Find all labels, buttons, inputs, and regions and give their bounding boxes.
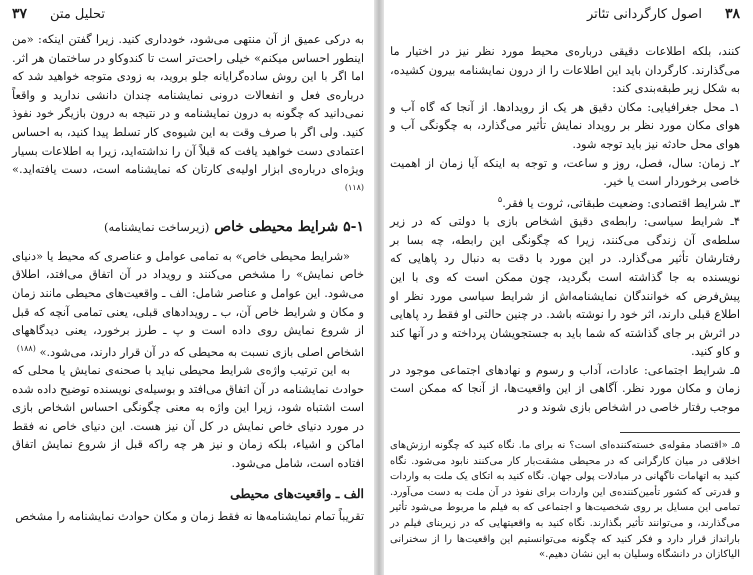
- list-item: ۳ـ شرایط اقتصادی: وضعیت طبقاتی، ثروت یا فقر.$^۵$: [497, 194, 740, 210]
- right-page: [390, 0, 740, 575]
- right-page-body: [390, 42, 740, 417]
- running-head: اصول کارگردانی تئاتر: [586, 7, 702, 22]
- list-item: ۴ـ شرایط سیاسی: رابطه‌ی دقیق اشخاص بازی با دولتی که در زیر سلطه‌ی آن زندگی می‌کنند، زیرا که چگونگی این رابطه، چه بسا بر رفتارشان تأثیر می‌گذارد. در این مورد با دقت به دنبال رد پاهایی که نویسنده به جا گذاشته است بگردید، چون ممکن است که وی با این پیش‌فرض که خوانندگان نمایشنامه‌اش از شرایط سیاسی مورد نظر او اطلاع قبلی دارند، اثر خود را نوشته باشد. در چنین حالتی او فقط رد پاهایی در اثرش بر جای گذاشته که شما باید به جستجویشان پرداخته و در آنها کند و کاو کنید.: [390, 214, 740, 359]
- paragraph: به درکی عمیق از آن منتهی می‌شود، خودداری کنید. زیرا گفتن اینکه: «من اینطور احساس میکنم» خیلی راحت‌تر است تا کندوکاو در ساختمان هر اثر. اما اگر با این روش ساده‌گرایانه جلو بروید، به زودی متوجه خواهید شد که درباره‌ی فعل و انفعالات درونی نمایشنامه چندان دانشی ندارید و واقعاً نمی‌دانید که چگونه به درون نمایشنامه و در نتیجه به درون بازیگر خود نفوذ کنید. ولی اگر با صرف وقت به این شیوه‌ی کار تسلط پیدا کنید، به احساس اعتمادی دست خواهید یافت که قبلاً آن را نداشته‌اید، زیرا به اطلاعات بسیار ویژه‌ای درباره‌ی ابزار اولیه‌ی کارتان که نمایشنامه است، دست یافته‌اید.» $^{(۱۱۸)}$: [12, 32, 364, 192]
- footnote-rule: [620, 432, 740, 433]
- page-number: ۳۷: [12, 6, 28, 22]
- reference-mark: (۱۱۸): [344, 182, 364, 192]
- page-number: ۳۸: [724, 6, 740, 22]
- list-item: ۵ـ شرایط اجتماعی: عادات، آداب و رسوم و نهادهای اجتماعی موجود در زمان و مکان مورد نظر. آگاهی از این واقعیت‌ها، از آنجا که ممکن است موجب رفتار خاصی در اشخاص بازی شوند و در: [390, 362, 740, 415]
- running-head: تحلیل متن: [50, 7, 105, 22]
- section-title-text: شرایط محیطی خاص: [214, 219, 339, 236]
- paragraph: «شرایط محیطی خاص» به تمامی عوامل و عناصری که محیط یا «دنیای خاص نمایش» را مشخص می‌کنند و رویداد در آن اتفاق می‌افتد، اطلاق می‌شود. این عوامل و عناصر شامل: الف ـ واقعیت‌های محیطی مانند زمان و مکان و شرایط خاص آن، ب ـ رویدادهای قبلی، یعنی تمامی آنچه که قبل از شروع نمایش روی داده است و پ ـ طرز برخورد، یعنی دیدگاههای اشخاص اصلی بازی نسبت به محیطی که در آن قرار دارند، می‌شود.» $^{(۱۸۸)}$: [12, 248, 364, 359]
- list-item: ۱ـ محل جغرافیایی: مکان دقیق هر یک از رویدادها. از آنجا که گاه آب و هوای مکان مورد نظر بر رویداد نمایش تأثیر می‌گذارد، به چگونگی آب و هوای محل حادثه نیز باید توجه شود.: [390, 99, 740, 151]
- book-gutter: [374, 0, 384, 575]
- left-page: [12, 0, 364, 575]
- left-page-body: [12, 30, 364, 526]
- paragraph: کنند، بلکه اطلاعات دقیقی درباره‌ی محیط مورد نظر نیز در اختیار ما می‌گذارند. کارگردان باید این اطلاعات را از درون نمایشنامه بیرون کشیده، به شکل زیر طبقه‌بندی کند:: [390, 44, 740, 96]
- subheading: الف ـ واقعیت‌های محیطی: [230, 485, 364, 501]
- section-title: [12, 218, 364, 237]
- footnote-mark: ۵: [497, 194, 503, 204]
- left-page-header: [12, 6, 364, 32]
- right-page-header: [390, 6, 740, 32]
- paragraph: به این ترتیب واژه‌ی شرایط محیطی نباید با صحنه‌ی نمایش یا محلی که حوادث نمایشنامه در آن اتفاق می‌افتد و بوسیله‌ی نویسنده توضیح داده شده است اشتباه شود، زیرا این واژه به معنی چگونگی احساس اشخاص بازی در مورد دنیای خاص نمایش در کل آن نیز هست. این دنیای خاص نه فقط اماکن و اشیاء، بلکه زمان و نیز هر چه راکه قبل از شروع نمایش اتفاق افتاده است، شامل می‌شود.: [12, 363, 364, 471]
- section-number: ۵-۱: [343, 219, 364, 236]
- reference-mark: (۱۸۸): [16, 343, 36, 353]
- section-subtitle: (زیرساخت نمایشنامه): [103, 220, 210, 235]
- list-item: ۲ـ زمان: سال، فصل، روز و ساعت، و توجه به اینکه آیا زمان از اهمیت خاصی برخوردار است یا خیر.: [390, 155, 740, 189]
- footnote: ۵ـ «اقتصاد مقوله‌ی خسته‌کننده‌ای است؟ نه برای ما. نگاه کنید که چگونه ارزش‌های اخلاقی در میان کارگرانی که در محیطی مشقت‌بار کار می‌کنند نابود می‌شود. نگاه کنید به اتهامات ناگهانی در مبادلات پولی جهان. نگاه کنید به اتکای یک ملت به واردات و قدرتی که کشور تأمین‌کننده‌ی این واردات برای نفوذ در آن ملت به دست می‌آورد. تمامی این مسایل بر روی شخصیت‌ها و اجتماعی که به فیلم ما مربوط می‌شود تأثیر می‌گذارند، و می‌توانند تأثیر بگذارند. نگاه کنید به واقعیتهایی که در زیربنای فیلم در بارانداز قرار دارد و فکر کنید که چگونه می‌توانستیم این واقعیت‌ها را از سخنرانی الیاکازان در دانشگاه وسلیان به این نشان دهیم.»: [390, 440, 740, 561]
- paragraph: تقریباً تمام نمایشنامه‌ها نه فقط زمان و مکان حوادث نمایشنامه را مشخص: [15, 509, 364, 524]
